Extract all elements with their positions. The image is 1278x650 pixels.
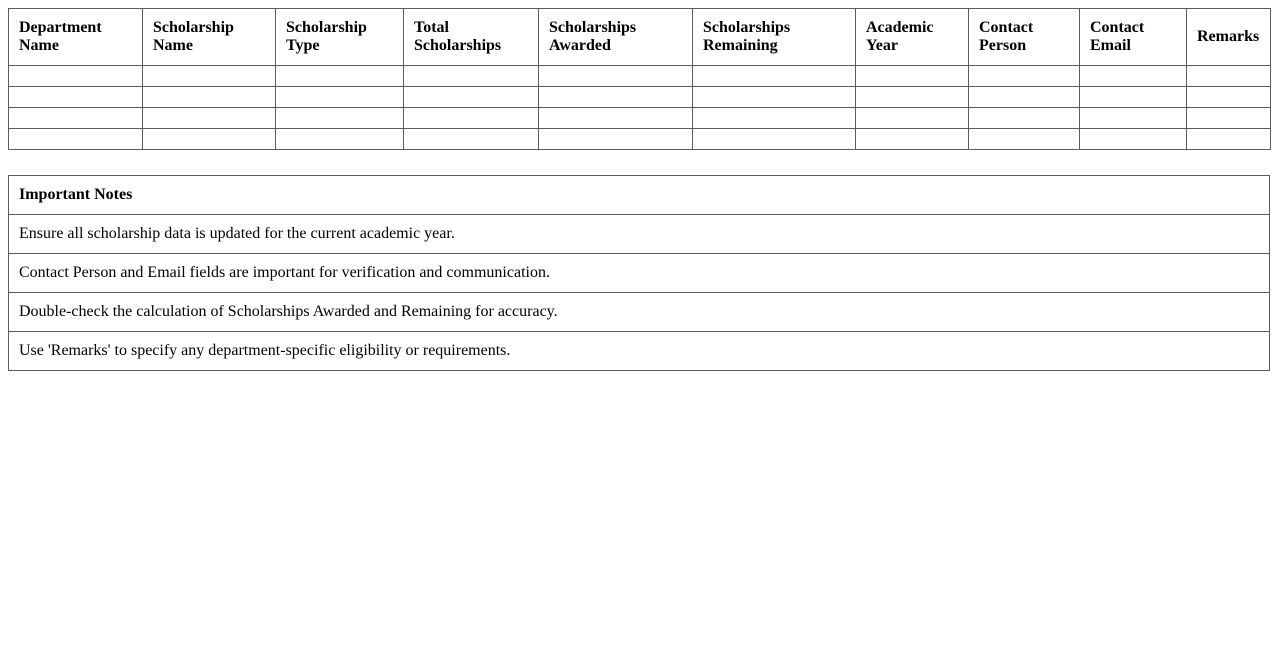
table-cell[interactable] — [143, 129, 276, 150]
notes-header — [9, 176, 1270, 215]
column-header-contact-person: Contact Person — [969, 9, 1080, 66]
table-cell[interactable] — [404, 108, 539, 129]
column-header-department-name: Department Name — [9, 9, 143, 66]
notes-body — [9, 215, 1270, 371]
notes-header-row — [9, 176, 1270, 215]
column-header-scholarships-remaining: Scholarships Remaining — [693, 9, 856, 66]
column-header-academic-year: Academic Year — [856, 9, 969, 66]
table-cell[interactable] — [539, 87, 693, 108]
note-item: Contact Person and Email fields are important for verification and communication. — [9, 254, 1270, 293]
table-cell[interactable] — [276, 87, 404, 108]
table-cell[interactable] — [1080, 108, 1187, 129]
table-row — [9, 66, 1271, 87]
note-item: Double-check the calculation of Scholarships Awarded and Remaining for accuracy. — [9, 293, 1270, 332]
table-cell[interactable] — [143, 66, 276, 87]
note-row — [9, 254, 1270, 293]
table-row — [9, 129, 1271, 150]
table-cell[interactable] — [276, 66, 404, 87]
table-cell[interactable] — [404, 87, 539, 108]
table-cell[interactable] — [969, 66, 1080, 87]
column-header-contact-email: Contact Email — [1080, 9, 1187, 66]
table-cell[interactable] — [404, 129, 539, 150]
note-row — [9, 293, 1270, 332]
table-cell[interactable] — [1187, 66, 1271, 87]
table-cell[interactable] — [276, 129, 404, 150]
note-row — [9, 215, 1270, 254]
table-cell[interactable] — [404, 66, 539, 87]
table-cell[interactable] — [276, 108, 404, 129]
table-cell[interactable] — [1187, 108, 1271, 129]
table-cell[interactable] — [693, 87, 856, 108]
note-row — [9, 332, 1270, 371]
table-cell[interactable] — [856, 108, 969, 129]
table-cell[interactable] — [856, 129, 969, 150]
table-cell[interactable] — [9, 87, 143, 108]
column-header-scholarship-type: Scholarship Type — [276, 9, 404, 66]
table-row — [9, 87, 1271, 108]
table-cell[interactable] — [539, 66, 693, 87]
table-cell[interactable] — [9, 129, 143, 150]
table-cell[interactable] — [693, 108, 856, 129]
table-cell[interactable] — [1187, 129, 1271, 150]
table-cell[interactable] — [856, 87, 969, 108]
column-header-total-scholarships: Total Scholarships — [404, 9, 539, 66]
important-notes-table — [8, 175, 1270, 371]
table-cell[interactable] — [539, 129, 693, 150]
table-header — [9, 9, 1271, 66]
notes-title: Important Notes — [9, 176, 1270, 215]
table-cell[interactable] — [969, 108, 1080, 129]
note-item: Ensure all scholarship data is updated for the current academic year. — [9, 215, 1270, 254]
table-body — [9, 66, 1271, 150]
table-cell[interactable] — [693, 129, 856, 150]
table-cell[interactable] — [1080, 66, 1187, 87]
table-cell[interactable] — [1080, 87, 1187, 108]
column-header-scholarship-name: Scholarship Name — [143, 9, 276, 66]
header-row — [9, 9, 1271, 66]
table-cell[interactable] — [969, 129, 1080, 150]
table-cell[interactable] — [693, 66, 856, 87]
note-item: Use 'Remarks' to specify any department-specific eligibility or requirements. — [9, 332, 1270, 371]
table-cell[interactable] — [143, 108, 276, 129]
table-cell[interactable] — [9, 66, 143, 87]
table-cell[interactable] — [143, 87, 276, 108]
table-cell[interactable] — [9, 108, 143, 129]
table-cell[interactable] — [856, 66, 969, 87]
table-cell[interactable] — [1080, 129, 1187, 150]
scholarship-table — [8, 8, 1271, 150]
column-header-remarks: Remarks — [1187, 9, 1271, 66]
column-header-scholarships-awarded: Scholarships Awarded — [539, 9, 693, 66]
table-cell[interactable] — [1187, 87, 1271, 108]
table-cell[interactable] — [969, 87, 1080, 108]
table-cell[interactable] — [539, 108, 693, 129]
table-row — [9, 108, 1271, 129]
